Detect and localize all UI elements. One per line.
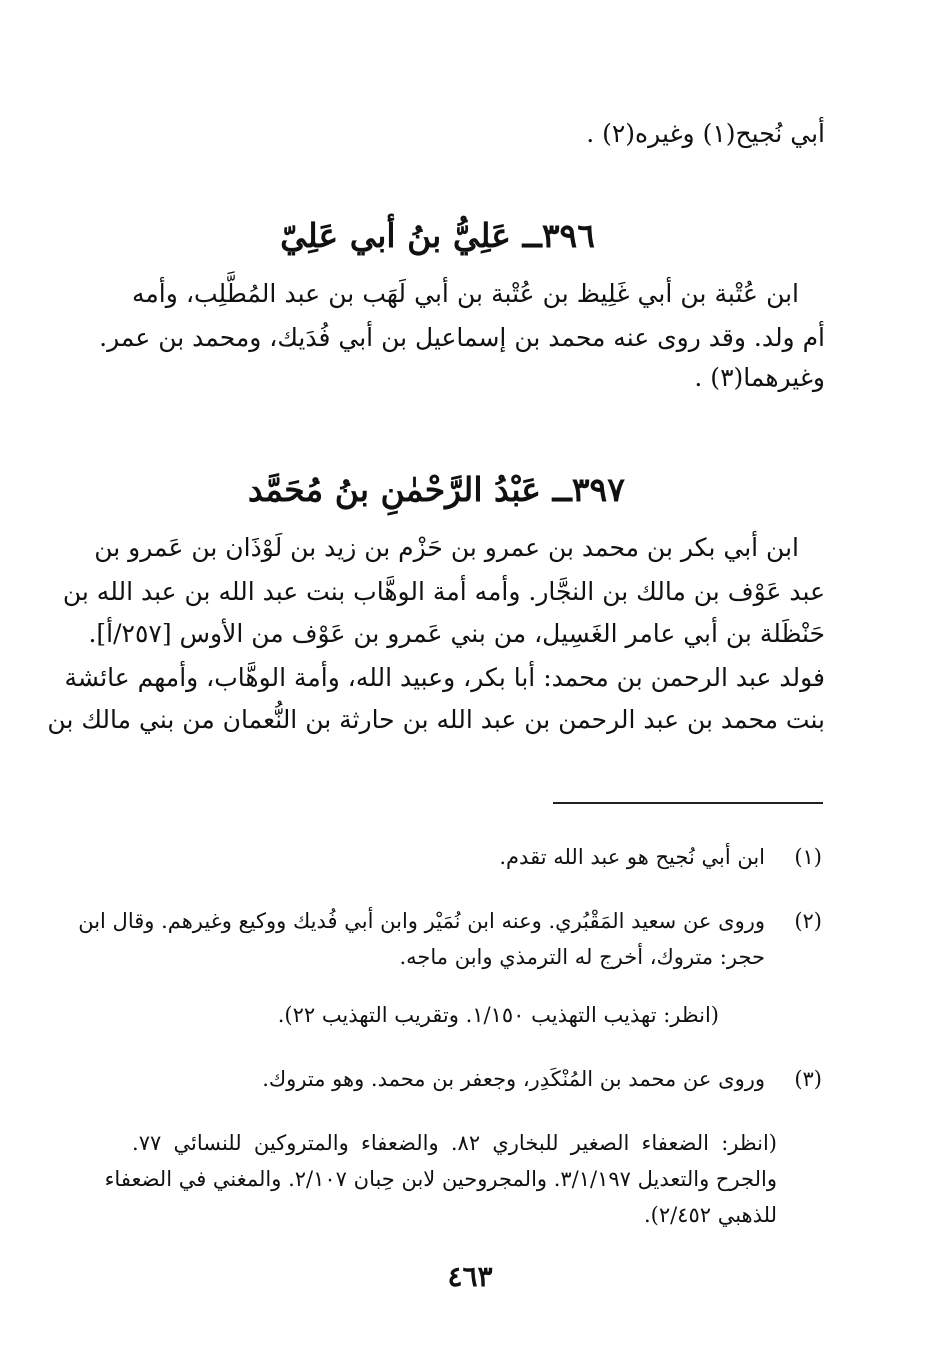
footnote-2-line-1: وروى عن سعيد المَقْبُري. وعنه ابن نُمَيْر وابن أبي فُديك ووكيع وغيرهم. وقال ابن [78,909,765,933]
footnote-3-ref-line-3: للذهبي ٢/٤٥٢). [643,1203,777,1227]
entry-397-line-1: ابن أبي بكر بن محمد بن عمرو بن حَزْم بن زيد بن لَوْذَان بن عَمرو بن [94,533,799,562]
footnote-3-text: وروى عن محمد بن المُنْكَدِر، وجعفر بن محمد. وهو متروك. [262,1067,765,1091]
entry-397-line-5: بنت محمد بن عبد الرحمن بن عبد الله بن حارثة بن النُّعمان من بني مالك بن [47,705,825,734]
entry-397-line-3: حَنْظَلة بن أبي عامر الغَسِيل، من بني عَمرو بن عَوْف من الأوس [٢٥٧/أ]. [88,619,825,648]
footnote-2-line-2: حجر: متروك، أخرج له الترمذي وابن ماجه. [399,945,765,969]
footnote-1-number: (١) [794,845,822,869]
entry-396-line-3: وغيرهما(٣) . [694,363,825,392]
entry-396-heading: ٣٩٦ــ عَلِيُّ بنُ أبي عَلِيّ [280,216,595,255]
footnote-separator [553,802,823,804]
page-number: ٤٦٣ [447,1260,493,1293]
entry-397-heading: ٣٩٧ــ عَبْدُ الرَّحْمٰنِ بنُ مُحَمَّد [247,470,625,509]
footnote-3-ref-line-1: (انظر: الضعفاء الصغير للبخاري ٨٢. والضعفاء والمتروكين للنسائي ٧٧. [132,1131,777,1155]
footnote-3-ref-line-2: والجرح والتعديل ٣/١/١٩٧. والمجروحين لابن حِبان ٢/١٠٧. والمغني في الضعفاء [104,1167,777,1191]
footnote-2-number: (٢) [794,909,822,933]
entry-397-line-4: فولد عبد الرحمن بن محمد: أبا بكر، وعبيد الله، وأمة الوهَّاب، وأمهم عائشة [64,663,825,692]
continuation-line: أبي نُجيح(١) وغيره(٢) . [586,119,825,148]
entry-396-line-1: ابن عُتْبة بن أبي غَلِيظ بن عُتْبة بن أبي لَهَب بن عبد المُطَّلِب، وأمه [132,279,799,308]
footnote-1-text: ابن أبي نُجيح هو عبد الله تقدم. [499,845,765,869]
footnote-2-reference: (انظر: تهذيب التهذيب ١/١٥٠. وتقريب التهذيب ٢٢). [277,1003,719,1027]
footnote-3-number: (٣) [794,1067,822,1091]
entry-396-line-2: أم ولد. وقد روى عنه محمد بن إسماعيل بن أبي فُدَيك، ومحمد بن عمر. [99,323,825,352]
entry-397-line-2: عبد عَوْف بن مالك بن النجَّار. وأمه أمة الوهَّاب بنت عبد الله بن عبد الله بن [62,577,825,606]
